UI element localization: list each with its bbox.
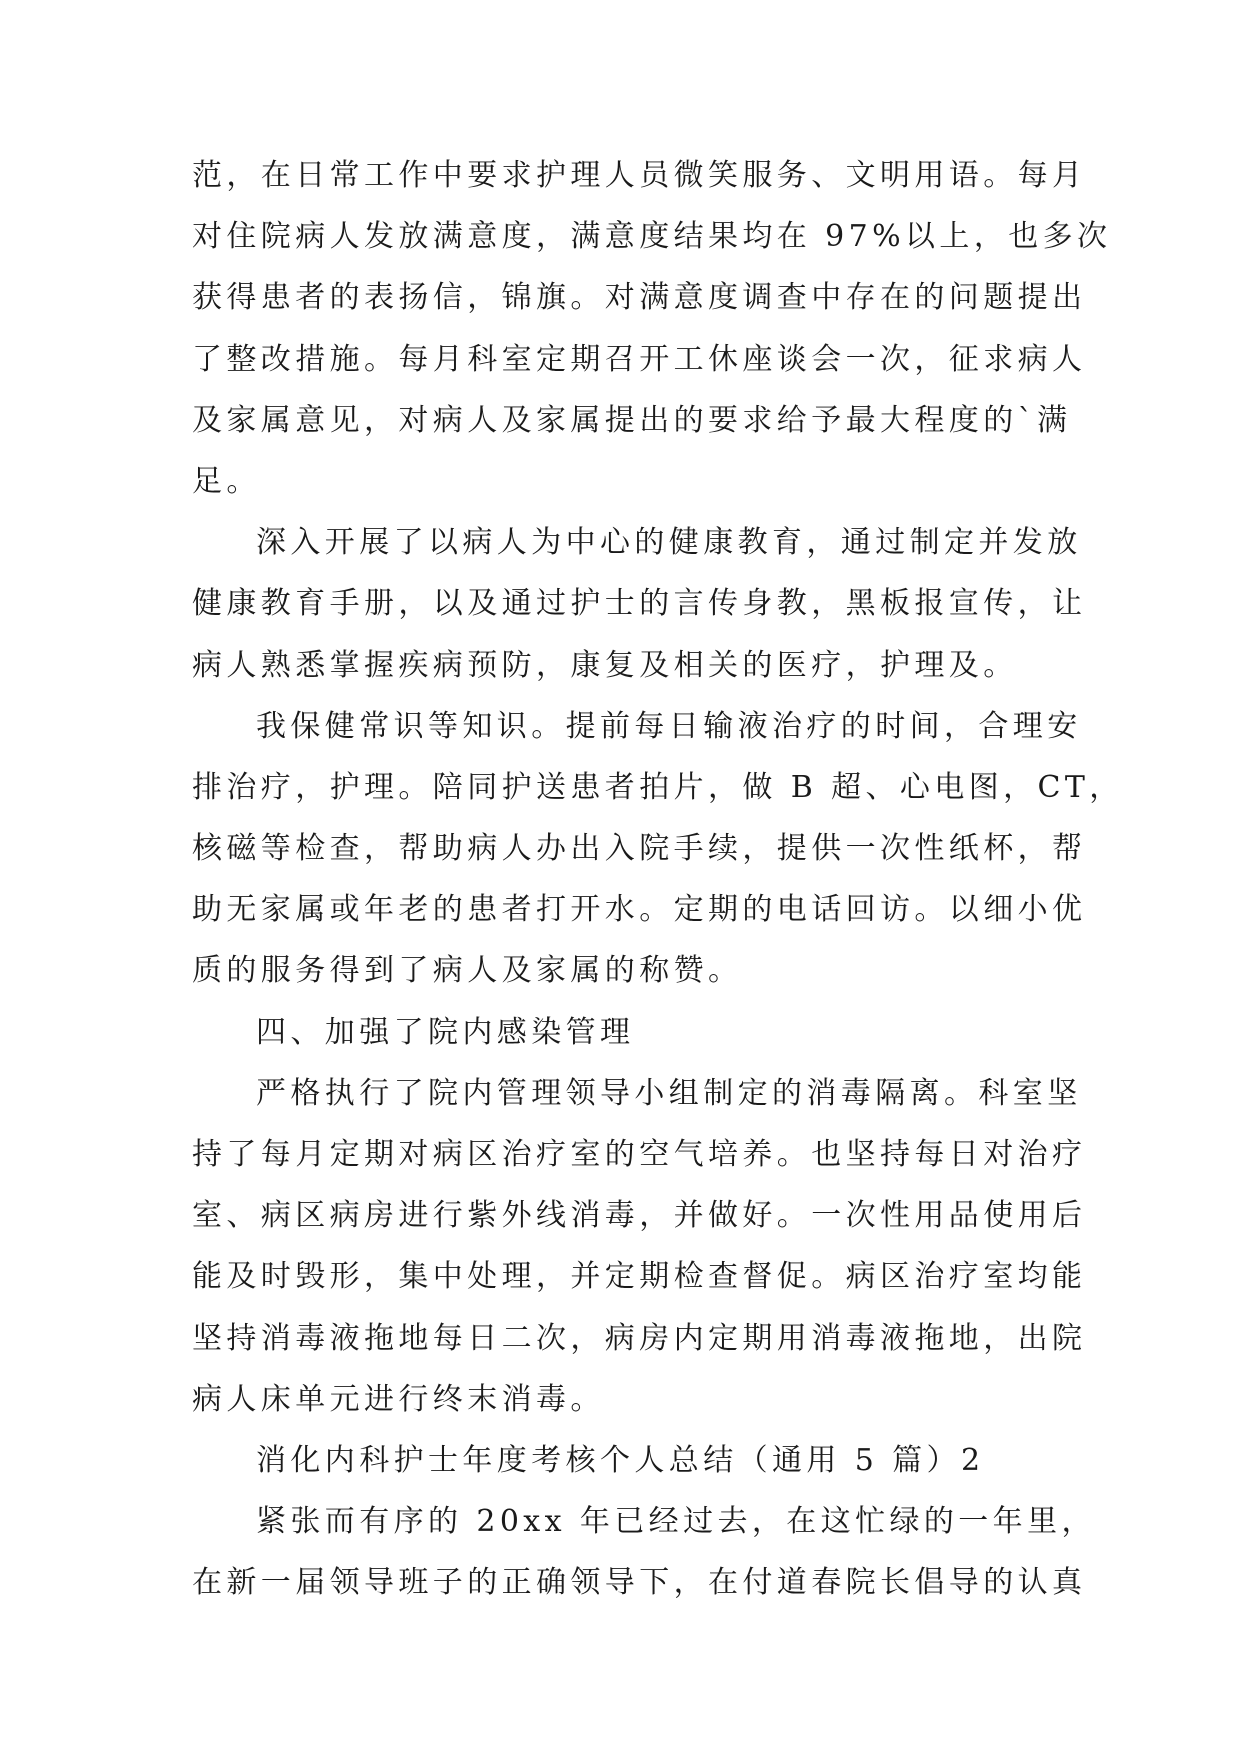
text-line: 及家属意见，对病人及家属提出的要求给予最大程度的`满 xyxy=(192,402,1072,438)
text-line: 室、病区病房进行紫外线消毒，并做好。一次性用品使用后 xyxy=(192,1198,1087,1234)
text-line: 足。 xyxy=(192,463,261,499)
text-line: 质的服务得到了病人及家属的称赞。 xyxy=(192,953,743,989)
paragraph-first-line: 我保健常识等知识。提前每日输液治疗的时间，合理安 xyxy=(256,708,1082,744)
section-heading: 四、加强了院内感染管理 xyxy=(256,1014,635,1050)
paragraph-first-line: 紧张而有序的 20xx 年已经过去，在这忙绿的一年里， xyxy=(256,1504,1096,1540)
text-line: 获得患者的表扬信，锦旗。对满意度调查中存在的问题提出 xyxy=(192,280,1087,316)
text-line: 核磁等检查，帮助病人办出入院手续，提供一次性纸杯，帮 xyxy=(192,831,1087,867)
text-line: 病人熟悉掌握疾病预防，康复及相关的医疗，护理及。 xyxy=(192,647,1018,683)
text-line: 了整改措施。每月科室定期召开工休座谈会一次，征求病人 xyxy=(192,341,1087,377)
article-title: 消化内科护士年度考核个人总结（通用 5 篇）2 xyxy=(256,1442,985,1478)
text-line: 能及时毁形，集中处理，并定期检查督促。病区治疗室均能 xyxy=(192,1259,1087,1295)
text-line: 在新一届领导班子的正确领导下，在付道春院长倡导的认真 xyxy=(192,1565,1087,1601)
document-page xyxy=(192,145,1124,1614)
text-line: 排治疗，护理。陪同护送患者拍片，做 B 超、心电图，CT， xyxy=(192,769,1124,805)
text-line: 对住院病人发放满意度，满意度结果均在 97%以上，也多次 xyxy=(192,219,1112,255)
paragraph-first-line: 严格执行了院内管理领导小组制定的消毒隔离。科室坚 xyxy=(256,1075,1082,1111)
text-line: 范，在日常工作中要求护理人员微笑服务、文明用语。每月 xyxy=(192,158,1087,193)
text-line: 病人床单元进行终末消毒。 xyxy=(192,1381,605,1417)
text-line: 健康教育手册，以及通过护士的言传身教，黑板报宣传，让 xyxy=(192,586,1087,622)
text-line: 助无家属或年老的患者打开水。定期的电话回访。以细小优 xyxy=(192,892,1087,928)
paragraph-first-line: 深入开展了以病人为中心的健康教育，通过制定并发放 xyxy=(256,525,1082,561)
text-line: 坚持消毒液拖地每日二次，病房内定期用消毒液拖地，出院 xyxy=(192,1320,1087,1356)
text-line: 持了每月定期对病区治疗室的空气培养。也坚持每日对治疗 xyxy=(192,1137,1087,1172)
